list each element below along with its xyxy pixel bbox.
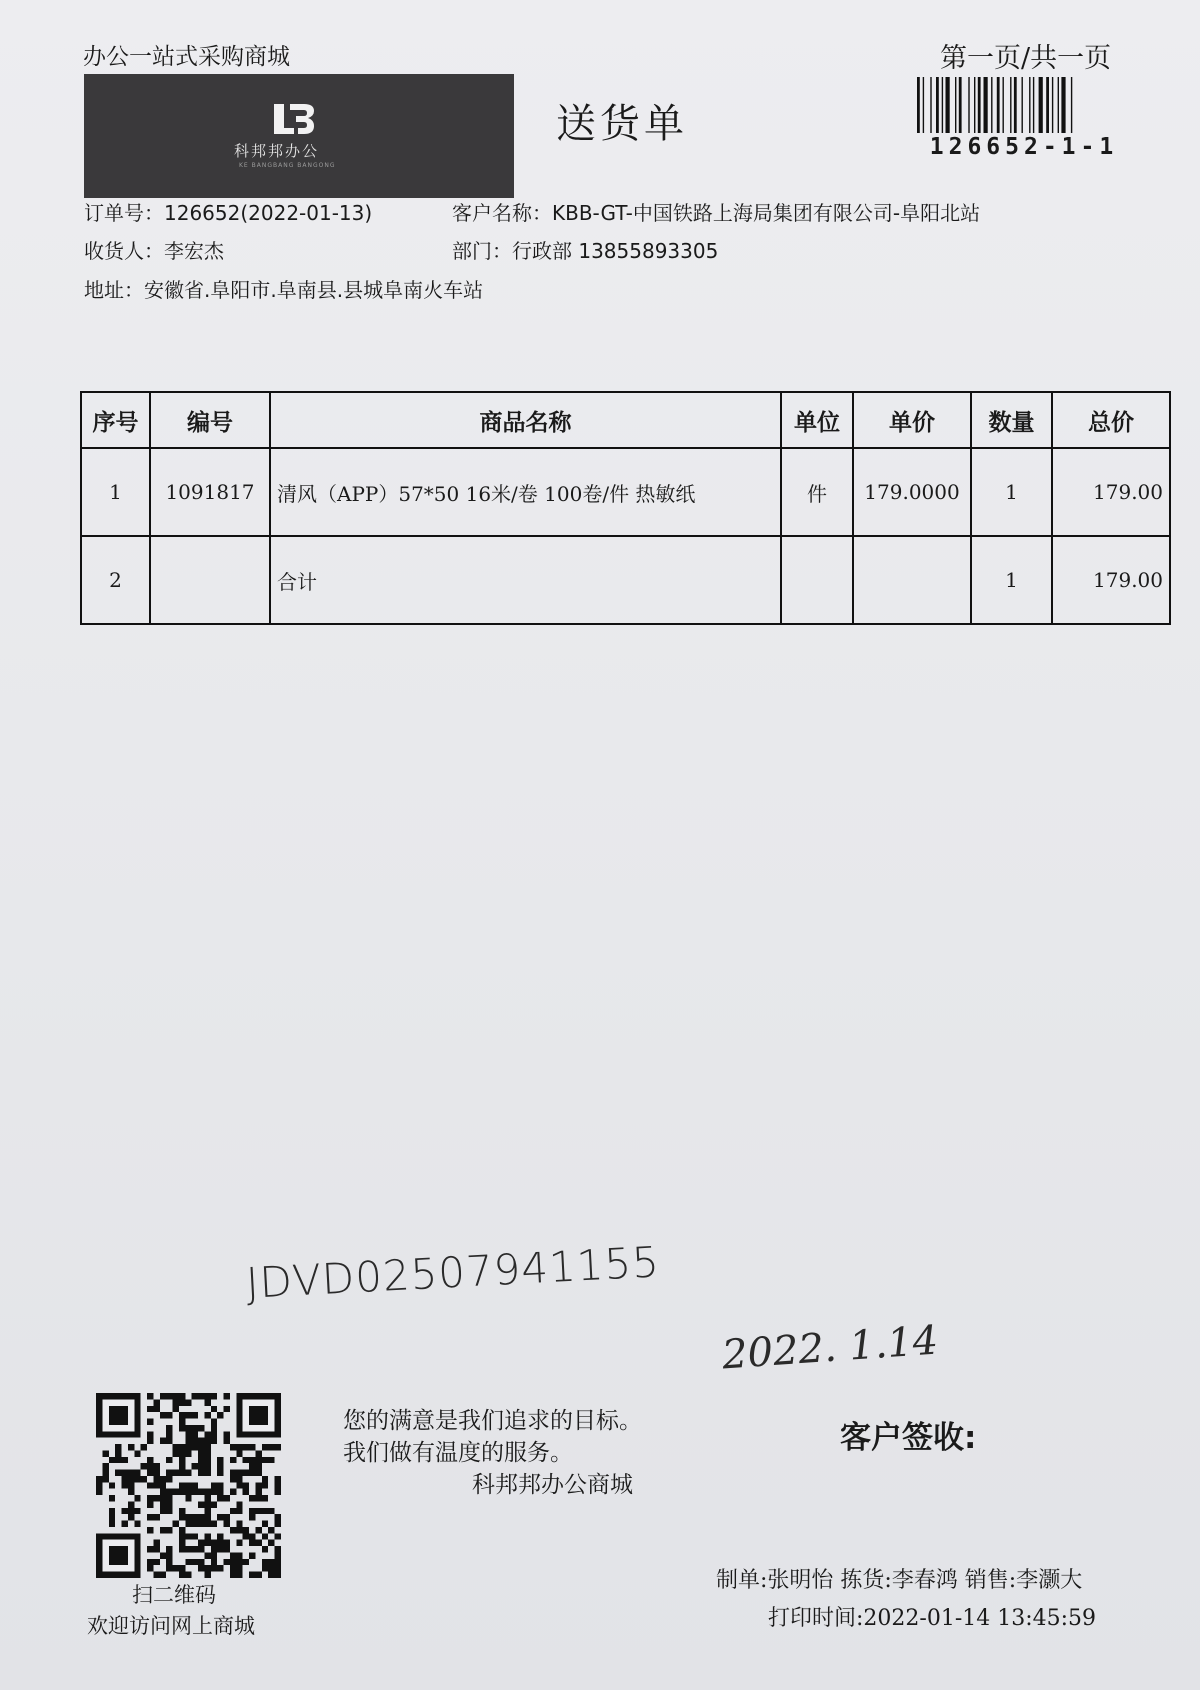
cell-unit: 件	[781, 448, 853, 536]
cell-seq: 1	[81, 448, 150, 536]
header-total: 总价	[1052, 392, 1170, 448]
document-title: 送货单	[556, 101, 688, 147]
cell-unit-price	[853, 536, 971, 624]
slogan-signature: 科邦邦办公商城	[472, 1472, 633, 1498]
header-unit-price: 单价	[853, 392, 971, 448]
page-info: 第一页/共一页	[940, 43, 1112, 74]
cell-total: 179.00	[1052, 448, 1170, 536]
cell-seq: 2	[81, 536, 150, 624]
header-seq: 序号	[81, 392, 150, 448]
header-code: 编号	[150, 392, 270, 448]
header-unit: 单位	[781, 392, 853, 448]
barcode-number: 126652-1-1	[929, 134, 1119, 160]
cell-code: 1091817	[150, 448, 270, 536]
cell-total: 179.00	[1052, 536, 1170, 624]
table-row	[81, 536, 1170, 624]
staff-info: 制单:张明怡 拣货:李春鸿 销售:李灏大	[716, 1568, 1083, 1593]
handwritten-tracking-number: JDVD02507941155	[245, 1237, 661, 1308]
header-quantity: 数量	[971, 392, 1052, 448]
header-product-name: 商品名称	[270, 392, 781, 448]
logo-text: 科邦邦办公	[234, 142, 320, 160]
table-header-row	[81, 392, 1170, 448]
items-table	[80, 391, 1171, 625]
cell-product-name: 合计	[270, 536, 781, 624]
qr-caption-scan: 扫二维码	[132, 1583, 216, 1607]
table-row	[81, 448, 1170, 536]
receiver: 收货人：李宏杰	[84, 239, 224, 263]
order-number: 订单号：126652(2022-01-13)	[84, 201, 373, 225]
company-logo	[84, 74, 514, 198]
cell-unit-price: 179.0000	[853, 448, 971, 536]
customer-signature-label: 客户签收:	[840, 1420, 977, 1456]
qr-caption-visit: 欢迎访问网上商城	[87, 1614, 255, 1638]
qr-code	[96, 1393, 281, 1578]
shop-name: 办公一站式采购商城	[83, 44, 290, 70]
barcode	[915, 77, 1133, 133]
cell-code	[150, 536, 270, 624]
cell-quantity: 1	[971, 448, 1052, 536]
address: 地址：安徽省.阜阳市.阜南县.县城阜南火车站	[84, 278, 484, 302]
handwritten-date: 2022. 1.14	[720, 1317, 940, 1379]
cell-product-name: 清风（APP）57*50 16米/卷 100卷/件 热敏纸	[270, 448, 781, 536]
customer-name: 客户名称：KBB-GT-中国铁路上海局集团有限公司-阜阳北站	[452, 201, 981, 225]
logo-subtext: KE BANGBANG BANGONG	[239, 162, 336, 169]
department: 部门：行政部 13855893305	[452, 239, 719, 263]
cell-quantity: 1	[971, 536, 1052, 624]
cell-unit	[781, 536, 853, 624]
slogan-line-1: 您的满意是我们追求的目标。	[343, 1408, 642, 1434]
kbb-logo-icon	[272, 102, 316, 136]
slogan-line-2: 我们做有温度的服务。	[343, 1440, 573, 1466]
print-time: 打印时间:2022-01-14 13:45:59	[768, 1606, 1097, 1631]
